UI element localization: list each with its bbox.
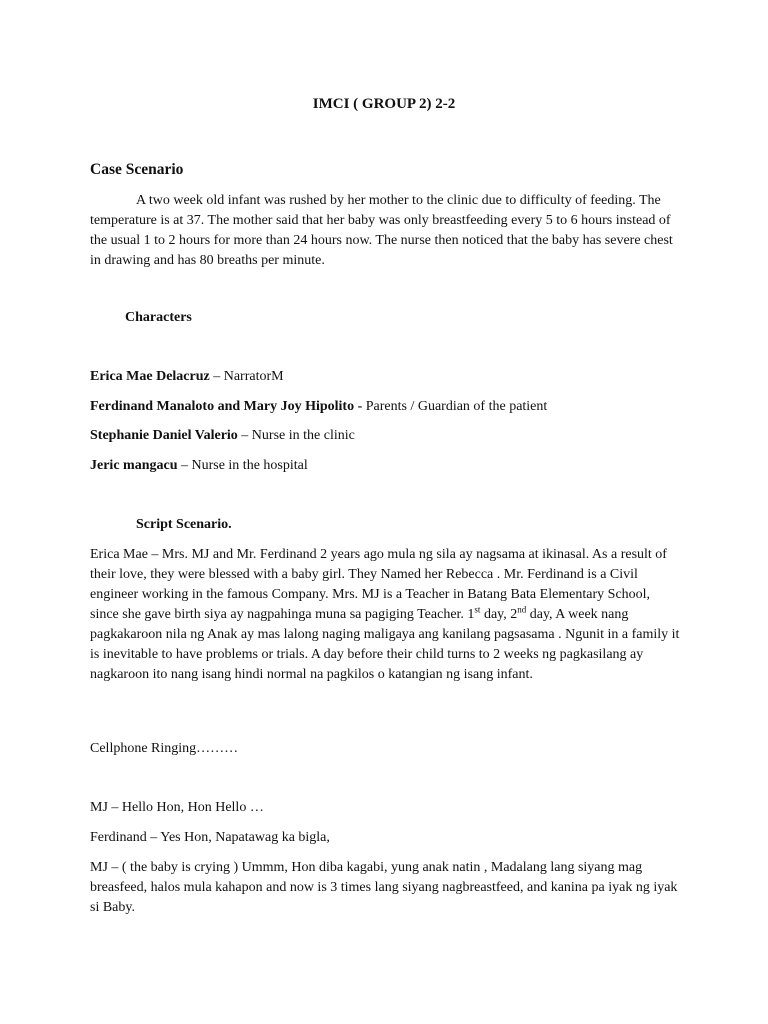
dialogue-line-3: MJ – ( the baby is crying ) Ummm, Hon diba kagabi, yung anak natin , Madalang lang siyang mag breasfeed, halos mula kahapon and now is 3 times lang siyang nagbreastfeed, and kanina pa iyak ng iyak si Baby.: [90, 860, 678, 915]
dialogue-line-1: MJ – Hello Hon, Hon Hello …: [90, 800, 264, 815]
character-name: Jeric mangacu: [90, 458, 178, 473]
character-role: – Nurse in the clinic: [237, 428, 355, 443]
script-scenario-heading: Script Scenario.: [136, 517, 232, 532]
ordinal-suffix: nd: [517, 604, 527, 615]
character-name: Ferdinand Manaloto and Mary Joy Hipolito -: [90, 399, 363, 414]
character-line-3: [90, 426, 355, 446]
document-title: IMCI ( GROUP 2) 2-2: [312, 96, 456, 112]
character-line-4: [90, 456, 308, 476]
character-role: – Nurse in the hospital: [177, 458, 308, 473]
case-scenario-paragraph: A two week old infant was rushed by her mother to the clinic due to difficulty of feeding. The temperature is at 37. The mother said that her baby was only breastfeeding every 5 to 6 hours instead of the usual 1 to 2 hours for more than 24 hours now. The nurse then noticed that the baby has severe chest in drawing and has 80 breaths per minute.: [90, 193, 673, 268]
cellphone-ringing-line: Cellphone Ringing………: [90, 741, 239, 756]
character-line-2: [90, 397, 547, 417]
characters-heading: Characters: [125, 310, 192, 325]
character-line-1: [90, 367, 284, 387]
character-name: Stephanie Daniel Valerio: [90, 428, 238, 443]
case-scenario-heading: Case Scenario: [90, 161, 184, 178]
script-text-part-3: day, A week nang pagkakaroon nila ng Anak ay mas lalong naging maligaya ang kanilang pagsasama . Ngunit in a family it is inevitable to have problems or trials. A day before their child turns to 2 weeks ng pagkasilang ay nagkaroon ito nang isang hindi normal na pagkilos o katangian ng isang infant.: [90, 607, 680, 682]
script-text-part-2: day, 2: [480, 607, 518, 622]
dialogue-line-2: Ferdinand – Yes Hon, Napatawag ka bigla,: [90, 830, 330, 845]
script-text-part-1: Erica Mae – Mrs. MJ and Mr. Ferdinand 2 years ago mula ng sila ay nagsama at ikinasal. As a result of their love, they were blessed with a baby girl. They Named her Rebecca . Mr. Ferdinand is a Civil engineer working in the famous Company. Mrs. MJ is a Teacher in Batang Bata Elementary School, since she gave birth siya ay nagpahinga muna sa pagiging Teacher. 1: [90, 547, 667, 622]
character-role: – NarratorM: [209, 369, 284, 384]
character-role: Parents / Guardian of the patient: [362, 399, 548, 414]
character-name: Erica Mae Delacruz: [90, 369, 210, 384]
ordinal-suffix: st: [474, 604, 481, 615]
script-scenario-paragraph: [90, 545, 680, 685]
